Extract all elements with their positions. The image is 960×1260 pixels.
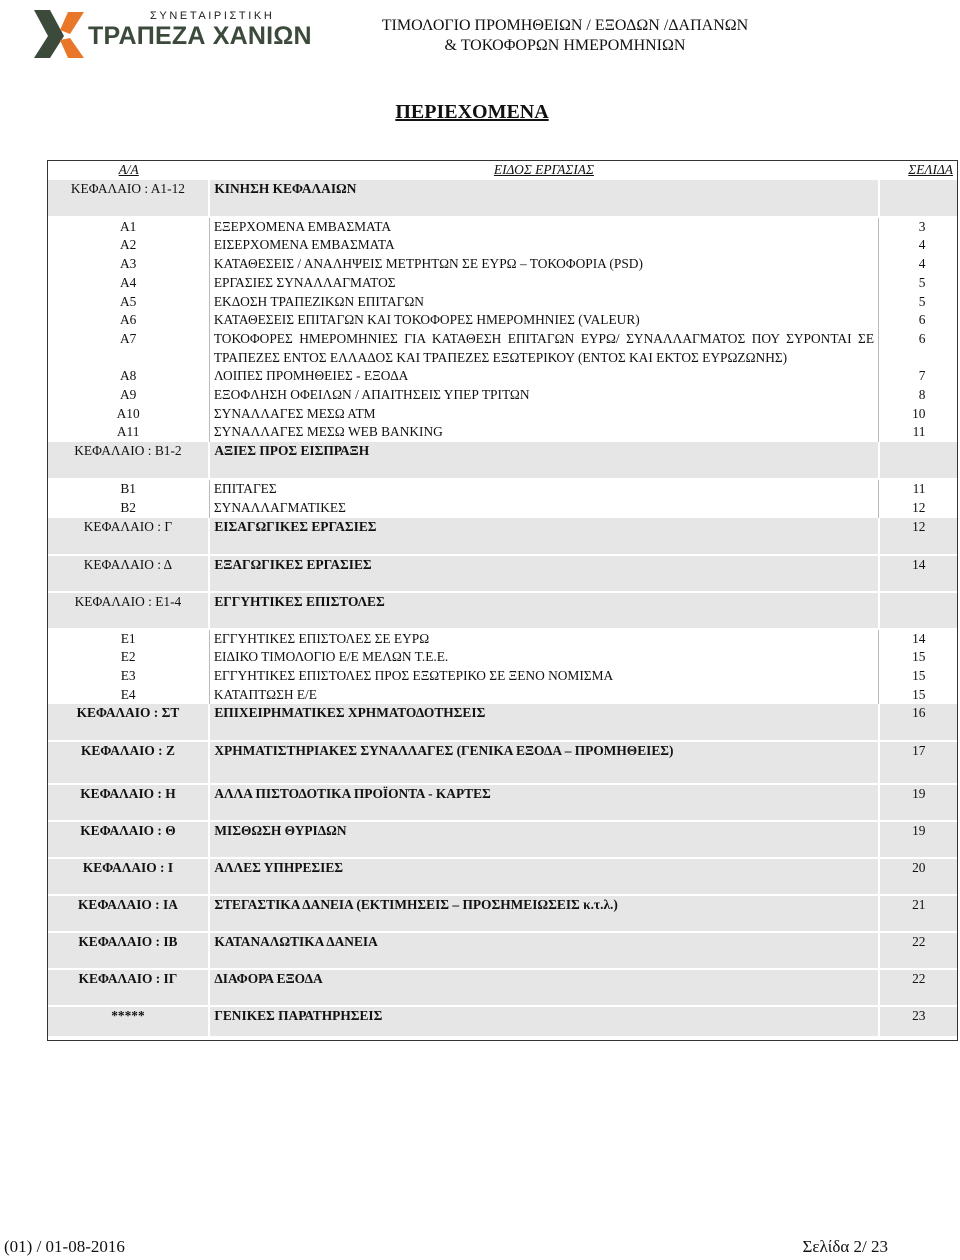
toc-desc-cell: ΕΠΙΧΕΙΡΗΜΑΤΙΚΕΣ ΧΡΗΜΑΤΟΔΟΤΗΣΕΙΣ: [209, 704, 878, 741]
toc-chapter-row: [48, 442, 958, 479]
toc-chapter-row: [48, 555, 958, 592]
toc-chapter-row: [48, 704, 958, 741]
toc-desc-cell: ΕΚΔΟΣΗ ΤΡΑΠΕΖΙΚΩΝ ΕΠΙΤΑΓΩΝ: [209, 293, 878, 312]
toc-code-cell: Α8: [48, 367, 210, 386]
toc-page-cell: 6: [879, 311, 958, 330]
toc-item-row: [48, 217, 958, 237]
toc-code-cell: ΚΕΦΑΛΑΙΟ : Δ: [48, 555, 210, 592]
toc-page-cell: [879, 180, 958, 217]
footer-page-number: Σελίδα 2/ 23: [802, 1237, 888, 1256]
toc-desc-cell: ΕΙΔΙΚΟ ΤΙΜΟΛΟΓΙΟ Ε/Ε ΜΕΛΩΝ Τ.Ε.Ε.: [209, 648, 878, 667]
column-header-page: ΣΕΛΙΔΑ: [879, 161, 958, 180]
toc-desc-cell: ΕΞΑΓΩΓΙΚΕΣ ΕΡΓΑΣΙΕΣ: [209, 555, 878, 592]
toc-desc-cell: ΔΙΑΦΟΡΑ ΕΞΟΔΑ: [209, 969, 878, 1006]
toc-item-row: [48, 236, 958, 255]
toc-item-row: [48, 405, 958, 424]
bank-logo: [30, 6, 312, 62]
toc-item-row: [48, 274, 958, 293]
toc-item-row: [48, 293, 958, 312]
toc-desc-cell: ΤΟΚΟΦΟΡΕΣ ΗΜΕΡΟΜΗΝΙΕΣ ΓΙΑ ΚΑΤΑΘΕΣΗ ΕΠΙΤΑΓΩΝ ΕΥΡΩ/ ΣΥΝΑΛΛΑΓΜΑΤΟΣ ΠΟΥ ΣΥΡΟΝΤΑΙ ΣΕ ΤΡΑΠΕΖΕΣ ΕΝΤΟΣ ΕΛΛΑΔΟΣ ΚΑΙ ΤΡΑΠΕΖΕΣ ΕΞΩΤΕΡΙΚΟΥ (ΕΝΤΟΣ ΚΑΙ ΕΚΤΟΣ ΕΥΡΩΖΩΝΗΣ): [209, 330, 878, 367]
toc-code-cell: Α4: [48, 274, 210, 293]
footer-version-date: (01) / 01-08-2016: [4, 1237, 125, 1256]
logo-name: ΤΡΑΠΕΖΑ ΧΑΝΙΩΝ: [88, 22, 312, 50]
toc-item-row: [48, 255, 958, 274]
toc-desc-cell: ΣΤΕΓΑΣΤΙΚΑ ΔΑΝΕΙΑ (ΕΚΤΙΜΗΣΕΙΣ – ΠΡΟΣΗΜΕΙΩΣΕΙΣ κ.τ.λ.): [209, 895, 878, 932]
toc-code-cell: Ε3: [48, 667, 210, 686]
toc-page-cell: [879, 442, 958, 479]
toc-desc-cell: ΕΠΙΤΑΓΕΣ: [209, 479, 878, 499]
toc-code-cell: ΚΕΦΑΛΑΙΟ : Ε1-4: [48, 592, 210, 629]
toc-item-row: [48, 479, 958, 499]
toc-page-cell: 6: [879, 330, 958, 367]
toc-desc-cell: ΣΥΝΑΛΛΑΓΕΣ ΜΕΣΩ WEB BANKING: [209, 423, 878, 442]
toc-desc-cell: ΚΑΤΑΘΕΣΕΙΣ / ΑΝΑΛΗΨΕΙΣ ΜΕΤΡΗΤΩΝ ΣΕ ΕΥΡΩ – ΤΟΚΟΦΟΡΙΑ (PSD): [209, 255, 878, 274]
toc-page-cell: 11: [879, 479, 958, 499]
toc-code-cell: Ε4: [48, 686, 210, 705]
toc-desc-cell: ΕΓΓΥΗΤΙΚΕΣ ΕΠΙΣΤΟΛΕΣ ΠΡΟΣ ΕΞΩΤΕΡΙΚΟ ΣΕ ΞΕΝΟ ΝΟΜΙΣΜΑ: [209, 667, 878, 686]
toc-code-cell: ΚΕΦΑΛΑΙΟ : Η: [48, 784, 210, 821]
toc-code-cell: Α3: [48, 255, 210, 274]
toc-page-cell: 7: [879, 367, 958, 386]
toc-item-row: [48, 629, 958, 649]
toc-desc-cell: ΕΓΓΥΗΤΙΚΕΣ ΕΠΙΣΤΟΛΕΣ ΣΕ ΕΥΡΩ: [209, 629, 878, 649]
toc-code-cell: *****: [48, 1006, 210, 1037]
toc-code-cell: ΚΕΦΑΛΑΙΟ : ΙΒ: [48, 932, 210, 969]
toc-code-cell: ΚΕΦΑΛΑΙΟ : Ζ: [48, 741, 210, 784]
toc-code-cell: Β1: [48, 479, 210, 499]
toc-page-cell: 14: [879, 629, 958, 649]
toc-chapter-row: [48, 518, 958, 555]
logo-subtitle: ΣΥΝΕΤΑΙΡΙΣΤΙΚΗ: [150, 10, 275, 22]
toc-chapter-row: [48, 969, 958, 1006]
toc-page-cell: 4: [879, 255, 958, 274]
toc-code-cell: ΚΕΦΑΛΑΙΟ : Γ: [48, 518, 210, 555]
toc-page-cell: 21: [879, 895, 958, 932]
document-title-line-1: ΤΙΜΟΛΟΓΙΟ ΠΡΟΜΗΘΕΙΩΝ / ΕΞΟΔΩΝ /ΔΑΠΑΝΩΝ: [381, 17, 749, 34]
toc-desc-cell: ΕΓΓΥΗΤΙΚΕΣ ΕΠΙΣΤΟΛΕΣ: [209, 592, 878, 629]
toc-desc-cell: ΑΛΛΕΣ ΥΠΗΡΕΣΙΕΣ: [209, 858, 878, 895]
toc-code-cell: Α7: [48, 330, 210, 367]
toc-item-row: [48, 330, 958, 367]
toc-page-cell: 19: [879, 821, 958, 858]
toc-page-cell: 22: [879, 969, 958, 1006]
toc-code-cell: ΚΕΦΑΛΑΙΟ : ΙΑ: [48, 895, 210, 932]
toc-chapter-row: [48, 932, 958, 969]
toc-desc-cell: ΚΑΤΑΘΕΣΕΙΣ ΕΠΙΤΑΓΩΝ ΚΑΙ ΤΟΚΟΦΟΡΕΣ ΗΜΕΡΟΜΗΝΙΕΣ (VALEUR): [209, 311, 878, 330]
document-title-line-2: & ΤΟΚΟΦΟΡΩΝ ΗΜΕΡΟΜΗΝΙΩΝ: [444, 37, 686, 54]
toc-code-cell: Β2: [48, 499, 210, 518]
toc-desc-cell: ΕΞΕΡΧΟΜΕΝΑ ΕΜΒΑΣΜΑΤΑ: [209, 217, 878, 237]
toc-code-cell: ΚΕΦΑΛΑΙΟ : Ι: [48, 858, 210, 895]
toc-page-cell: 20: [879, 858, 958, 895]
toc-item-row: [48, 367, 958, 386]
toc-item-row: [48, 499, 958, 518]
toc-code-cell: Α6: [48, 311, 210, 330]
column-header-desc: ΕΙΔΟΣ ΕΡΓΑΣΙΑΣ: [209, 161, 878, 180]
toc-body: [48, 161, 958, 1038]
toc-code-cell: ΚΕΦΑΛΑΙΟ : Β1-2: [48, 442, 210, 479]
toc-page-cell: 15: [879, 648, 958, 667]
toc-desc-cell: ΕΙΣΑΓΩΓΙΚΕΣ ΕΡΓΑΣΙΕΣ: [209, 518, 878, 555]
toc-code-cell: Α10: [48, 405, 210, 424]
toc-code-cell: ΚΕΦΑΛΑΙΟ : Α1-12: [48, 180, 210, 217]
toc-item-row: [48, 667, 958, 686]
toc-item-row: [48, 423, 958, 442]
toc-item-row: [48, 311, 958, 330]
toc-code-cell: ΚΕΦΑΛΑΙΟ : ΣΤ: [48, 704, 210, 741]
toc-code-cell: ΚΕΦΑΛΑΙΟ : ΙΓ: [48, 969, 210, 1006]
toc-page-cell: 17: [879, 741, 958, 784]
toc-chapter-row: [48, 858, 958, 895]
toc-desc-cell: ΕΞΟΦΛΗΣΗ ΟΦΕΙΛΩΝ / ΑΠΑΙΤΗΣΕΙΣ ΥΠΕΡ ΤΡΙΤΩΝ: [209, 386, 878, 405]
toc-chapter-row: [48, 1006, 958, 1037]
toc-page-cell: 5: [879, 274, 958, 293]
toc-chapter-row: [48, 895, 958, 932]
toc-desc-cell: ΣΥΝΑΛΛΑΓΕΣ ΜΕΣΩ ΑΤΜ: [209, 405, 878, 424]
toc-desc-cell: ΧΡΗΜΑΤΙΣΤΗΡΙΑΚΕΣ ΣΥΝΑΛΛΑΓΕΣ (ΓΕΝΙΚΑ ΕΞΟΔΑ – ΠΡΟΜΗΘΕΙΕΣ): [209, 741, 878, 784]
logo-x-mark-icon: [30, 6, 90, 62]
toc-desc-cell: ΕΙΣΕΡΧΟΜΕΝΑ ΕΜΒΑΣΜΑΤΑ: [209, 236, 878, 255]
toc-chapter-row: [48, 592, 958, 629]
toc-code-cell: Ε1: [48, 629, 210, 649]
toc-page-cell: 14: [879, 555, 958, 592]
toc-page-cell: 3: [879, 217, 958, 237]
toc-desc-cell: ΚΑΤΑΝΑΛΩΤΙΚΑ ΔΑΝΕΙΑ: [209, 932, 878, 969]
toc-page-cell: 16: [879, 704, 958, 741]
toc-desc-cell: ΣΥΝΑΛΛΑΓΜΑΤΙΚΕΣ: [209, 499, 878, 518]
toc-page-cell: 15: [879, 667, 958, 686]
toc-code-cell: Α2: [48, 236, 210, 255]
document-title: [310, 16, 820, 56]
toc-page-cell: 5: [879, 293, 958, 312]
toc-item-row: [48, 386, 958, 405]
column-header-code: Α/Α: [48, 161, 210, 180]
toc-desc-cell: ΓΕΝΙΚΕΣ ΠΑΡΑΤΗΡΗΣΕΙΣ: [209, 1006, 878, 1037]
toc-page-cell: 19: [879, 784, 958, 821]
toc-code-cell: Α5: [48, 293, 210, 312]
toc-item-row: [48, 648, 958, 667]
toc-page-cell: 23: [879, 1006, 958, 1037]
toc-heading: ΠΕΡΙΕΧΟΜΕΝΑ: [395, 101, 549, 123]
toc-chapter-row: [48, 741, 958, 784]
toc-code-cell: Α9: [48, 386, 210, 405]
toc-item-row: [48, 686, 958, 705]
toc-page-cell: 12: [879, 518, 958, 555]
toc-code-cell: ΚΕΦΑΛΑΙΟ : Θ: [48, 821, 210, 858]
toc-page-cell: 8: [879, 386, 958, 405]
toc-chapter-row: [48, 821, 958, 858]
toc-desc-cell: ΛΟΙΠΕΣ ΠΡΟΜΗΘΕΙΕΣ - ΕΞΟΔΑ: [209, 367, 878, 386]
toc-desc-cell: ΕΡΓΑΣΙΕΣ ΣΥΝΑΛΛΑΓΜΑΤΟΣ: [209, 274, 878, 293]
toc-desc-cell: ΚΑΤΑΠΤΩΣΗ Ε/Ε: [209, 686, 878, 705]
toc-page-cell: 4: [879, 236, 958, 255]
toc-page-cell: 12: [879, 499, 958, 518]
toc-desc-cell: ΜΙΣΘΩΣΗ ΘΥΡΙΔΩΝ: [209, 821, 878, 858]
toc-code-cell: Α1: [48, 217, 210, 237]
toc-header-row: [48, 161, 958, 180]
toc-desc-cell: ΑΛΛΑ ΠΙΣΤΟΔΟΤΙΚΑ ΠΡΟΪΟΝΤΑ - ΚΑΡΤΕΣ: [209, 784, 878, 821]
toc-desc-cell: ΑΞΙΕΣ ΠΡΟΣ ΕΙΣΠΡΑΞΗ: [209, 442, 878, 479]
toc-page-cell: 11: [879, 423, 958, 442]
toc-page-cell: 22: [879, 932, 958, 969]
toc-desc-cell: ΚΙΝΗΣΗ ΚΕΦΑΛΑΙΩΝ: [209, 180, 878, 217]
toc-page-cell: [879, 592, 958, 629]
toc-table: [47, 160, 958, 1038]
toc-page-cell: 15: [879, 686, 958, 705]
toc-code-cell: Α11: [48, 423, 210, 442]
toc-chapter-row: [48, 180, 958, 217]
toc-page-cell: 10: [879, 405, 958, 424]
toc-code-cell: Ε2: [48, 648, 210, 667]
toc-chapter-row: [48, 784, 958, 821]
